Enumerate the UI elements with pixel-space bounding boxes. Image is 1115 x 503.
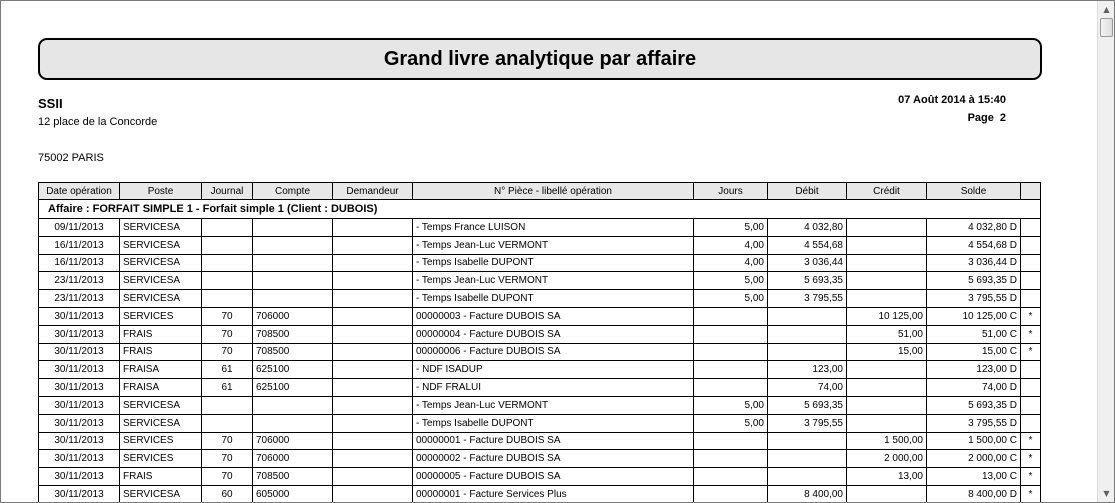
cell-compte: 708500 <box>253 468 333 486</box>
cell-compte <box>253 396 333 414</box>
cell-demandeur <box>333 450 413 468</box>
cell-jours: 4,00 <box>694 254 768 272</box>
table-row <box>39 450 1041 468</box>
col-journal-header: Journal <box>202 183 253 200</box>
cell-compte: 706000 <box>253 432 333 450</box>
cell-piece: - Temps France LUISON <box>413 219 694 237</box>
cell-poste: FRAISA <box>120 379 202 397</box>
cell-flag <box>1021 236 1041 254</box>
cell-solde: 5 693,35 D <box>927 272 1021 290</box>
table-row <box>39 219 1041 237</box>
cell-jours: 5,00 <box>694 219 768 237</box>
cell-poste: SERVICESA <box>120 219 202 237</box>
cell-demandeur <box>333 236 413 254</box>
cell-journal <box>202 272 253 290</box>
cell-credit <box>847 254 927 272</box>
cell-debit: 3 036,44 <box>768 254 847 272</box>
cell-journal <box>202 414 253 432</box>
cell-flag <box>1021 290 1041 308</box>
cell-journal <box>202 290 253 308</box>
cell-credit: 1 500,00 <box>847 432 927 450</box>
page-indicator <box>968 112 1006 124</box>
cell-journal <box>202 396 253 414</box>
cell-jours <box>694 379 768 397</box>
cell-solde: 74,00 D <box>927 379 1021 397</box>
cell-piece: 00000003 - Facture DUBOIS SA <box>413 307 694 325</box>
cell-debit: 4 032,80 <box>768 219 847 237</box>
cell-debit <box>768 325 847 343</box>
cell-credit <box>847 219 927 237</box>
table-header-row <box>39 183 1041 200</box>
cell-poste: FRAISA <box>120 361 202 379</box>
cell-demandeur <box>333 468 413 486</box>
cell-date: 30/11/2013 <box>39 379 120 397</box>
cell-compte: 625100 <box>253 361 333 379</box>
cell-poste: FRAIS <box>120 468 202 486</box>
table-row <box>39 396 1041 414</box>
cell-demandeur <box>333 290 413 308</box>
cell-demandeur <box>333 219 413 237</box>
col-date-header: Date opération <box>39 183 120 200</box>
page-label: Page <box>967 112 994 124</box>
cell-poste: SERVICESA <box>120 236 202 254</box>
cell-jours <box>694 343 768 361</box>
cell-piece: - Temps Isabelle DUPONT <box>413 290 694 308</box>
cell-demandeur <box>333 254 413 272</box>
cell-solde: 3 036,44 D <box>927 254 1021 272</box>
cell-flag <box>1021 219 1041 237</box>
cell-flag <box>1021 361 1041 379</box>
cell-piece: - Temps Isabelle DUPONT <box>413 414 694 432</box>
cell-piece: - Temps Jean-Luc VERMONT <box>413 396 694 414</box>
cell-date: 30/11/2013 <box>39 307 120 325</box>
company-address-line2: 75002 PARIS <box>38 152 104 164</box>
cell-compte: 708500 <box>253 325 333 343</box>
cell-debit: 3 795,55 <box>768 414 847 432</box>
cell-piece: - NDF FRALUI <box>413 379 694 397</box>
cell-credit: 2 000,00 <box>847 450 927 468</box>
cell-debit: 4 554,68 <box>768 236 847 254</box>
cell-flag <box>1021 254 1041 272</box>
table-row <box>39 343 1041 361</box>
cell-solde: 5 693,35 D <box>927 396 1021 414</box>
cell-debit: 123,00 <box>768 361 847 379</box>
cell-journal: 60 <box>202 485 253 503</box>
cell-journal <box>202 254 253 272</box>
cell-solde: 51,00 C <box>927 325 1021 343</box>
cell-journal: 70 <box>202 325 253 343</box>
table-row <box>39 468 1041 486</box>
table-row <box>39 379 1041 397</box>
cell-demandeur <box>333 272 413 290</box>
cell-poste: SERVICESA <box>120 485 202 503</box>
cell-demandeur <box>333 325 413 343</box>
col-jours-header: Jours <box>694 183 768 200</box>
cell-compte <box>253 290 333 308</box>
cell-date: 30/11/2013 <box>39 396 120 414</box>
cell-credit: 51,00 <box>847 325 927 343</box>
cell-debit <box>768 343 847 361</box>
table-row <box>39 307 1041 325</box>
cell-poste: SERVICESA <box>120 254 202 272</box>
col-poste-header: Poste <box>120 183 202 200</box>
cell-poste: SERVICESA <box>120 396 202 414</box>
cell-compte <box>253 254 333 272</box>
cell-date: 30/11/2013 <box>39 432 120 450</box>
cell-flag <box>1021 379 1041 397</box>
cell-jours <box>694 307 768 325</box>
cell-solde: 3 795,55 D <box>927 414 1021 432</box>
cell-poste: SERVICESA <box>120 414 202 432</box>
cell-demandeur <box>333 307 413 325</box>
table-row <box>39 290 1041 308</box>
cell-flag <box>1021 272 1041 290</box>
cell-debit <box>768 468 847 486</box>
cell-date: 23/11/2013 <box>39 272 120 290</box>
col-flag-header <box>1021 183 1041 200</box>
cell-solde: 123,00 D <box>927 361 1021 379</box>
report-page <box>1 1 1081 502</box>
cell-solde: 2 000,00 C <box>927 450 1021 468</box>
cell-credit <box>847 361 927 379</box>
cell-debit: 3 795,55 <box>768 290 847 308</box>
col-compte-header: Compte <box>253 183 333 200</box>
cell-debit <box>768 432 847 450</box>
cell-poste: SERVICES <box>120 450 202 468</box>
cell-piece: - NDF ISADUP <box>413 361 694 379</box>
vertical-scrollbar[interactable] <box>1097 1 1115 502</box>
cell-piece: - Temps Jean-Luc VERMONT <box>413 236 694 254</box>
cell-poste: SERVICESA <box>120 272 202 290</box>
cell-compte: 625100 <box>253 379 333 397</box>
cell-date: 30/11/2013 <box>39 468 120 486</box>
cell-jours <box>694 485 768 503</box>
cell-solde: 3 795,55 D <box>927 290 1021 308</box>
cell-debit: 74,00 <box>768 379 847 397</box>
cell-demandeur <box>333 414 413 432</box>
cell-demandeur <box>333 485 413 503</box>
col-credit-header: Crédit <box>847 183 927 200</box>
group-label: Affaire : FORFAIT SIMPLE 1 - Forfait simple 1 (Client : DUBOIS) <box>39 200 1041 219</box>
cell-flag <box>1021 396 1041 414</box>
cell-jours <box>694 361 768 379</box>
col-debit-header: Débit <box>768 183 847 200</box>
cell-poste: FRAIS <box>120 343 202 361</box>
cell-credit <box>847 396 927 414</box>
cell-compte <box>253 236 333 254</box>
cell-jours <box>694 450 768 468</box>
cell-credit <box>847 485 927 503</box>
table-row <box>39 272 1041 290</box>
cell-flag: * <box>1021 485 1041 503</box>
cell-jours: 5,00 <box>694 290 768 308</box>
cell-solde: 1 500,00 C <box>927 432 1021 450</box>
company-name: SSII <box>38 96 63 111</box>
cell-compte <box>253 219 333 237</box>
cell-flag: * <box>1021 307 1041 325</box>
cell-date: 16/11/2013 <box>39 236 120 254</box>
cell-piece: 00000006 - Facture DUBOIS SA <box>413 343 694 361</box>
cell-date: 30/11/2013 <box>39 343 120 361</box>
col-solde-header: Solde <box>927 183 1021 200</box>
cell-journal: 61 <box>202 361 253 379</box>
cell-journal: 61 <box>202 379 253 397</box>
table-row <box>39 236 1041 254</box>
cell-piece: 00000005 - Facture DUBOIS SA <box>413 468 694 486</box>
cell-debit <box>768 450 847 468</box>
cell-journal: 70 <box>202 450 253 468</box>
cell-flag: * <box>1021 450 1041 468</box>
cell-credit <box>847 236 927 254</box>
cell-journal <box>202 236 253 254</box>
cell-demandeur <box>333 432 413 450</box>
cell-demandeur <box>333 361 413 379</box>
cell-date: 23/11/2013 <box>39 290 120 308</box>
cell-credit <box>847 290 927 308</box>
cell-date: 30/11/2013 <box>39 414 120 432</box>
ledger-table <box>38 182 1041 503</box>
cell-piece: 00000004 - Facture DUBOIS SA <box>413 325 694 343</box>
cell-debit: 5 693,35 <box>768 396 847 414</box>
cell-credit <box>847 272 927 290</box>
cell-solde: 4 032,80 D <box>927 219 1021 237</box>
cell-solde: 15,00 C <box>927 343 1021 361</box>
cell-jours <box>694 432 768 450</box>
cell-compte: 605000 <box>253 485 333 503</box>
cell-date: 16/11/2013 <box>39 254 120 272</box>
cell-journal: 70 <box>202 468 253 486</box>
cell-demandeur <box>333 379 413 397</box>
table-row <box>39 414 1041 432</box>
cell-flag: * <box>1021 468 1041 486</box>
cell-poste: SERVICES <box>120 432 202 450</box>
cell-poste: SERVICES <box>120 307 202 325</box>
table-row <box>39 325 1041 343</box>
scroll-up-arrow-icon[interactable]: ▲ <box>1103 5 1110 14</box>
cell-compte <box>253 414 333 432</box>
cell-piece: - Temps Isabelle DUPONT <box>413 254 694 272</box>
cell-jours: 5,00 <box>694 396 768 414</box>
cell-poste: FRAIS <box>120 325 202 343</box>
cell-credit <box>847 414 927 432</box>
cell-piece: 00000001 - Facture Services Plus <box>413 485 694 503</box>
table-row <box>39 254 1041 272</box>
cell-journal: 70 <box>202 343 253 361</box>
print-date: 07 Août 2014 à 15:40 <box>898 94 1006 106</box>
cell-solde: 8 400,00 D <box>927 485 1021 503</box>
report-title: Grand livre analytique par affaire <box>38 38 1042 80</box>
cell-journal <box>202 219 253 237</box>
cell-flag: * <box>1021 325 1041 343</box>
col-demandeur-header: Demandeur <box>333 183 413 200</box>
cell-date: 09/11/2013 <box>39 219 120 237</box>
cell-jours <box>694 468 768 486</box>
cell-credit: 15,00 <box>847 343 927 361</box>
cell-solde: 4 554,68 D <box>927 236 1021 254</box>
cell-demandeur <box>333 343 413 361</box>
table-row <box>39 432 1041 450</box>
cell-date: 30/11/2013 <box>39 485 120 503</box>
cell-compte: 706000 <box>253 450 333 468</box>
cell-compte <box>253 272 333 290</box>
table-row <box>39 485 1041 503</box>
cell-compte: 708500 <box>253 343 333 361</box>
cell-jours <box>694 325 768 343</box>
page-number: 2 <box>999 112 1006 124</box>
cell-flag: * <box>1021 432 1041 450</box>
cell-flag: * <box>1021 343 1041 361</box>
group-row <box>39 200 1041 219</box>
cell-debit: 8 400,00 <box>768 485 847 503</box>
cell-credit: 13,00 <box>847 468 927 486</box>
scrollbar-thumb[interactable] <box>1100 18 1113 37</box>
table-row <box>39 361 1041 379</box>
cell-piece: - Temps Jean-Luc VERMONT <box>413 272 694 290</box>
cell-date: 30/11/2013 <box>39 325 120 343</box>
cell-compte: 706000 <box>253 307 333 325</box>
cell-flag <box>1021 414 1041 432</box>
cell-journal: 70 <box>202 432 253 450</box>
scroll-down-arrow-icon[interactable]: ▼ <box>1103 489 1110 498</box>
cell-jours: 4,00 <box>694 236 768 254</box>
cell-credit: 10 125,00 <box>847 307 927 325</box>
cell-credit <box>847 379 927 397</box>
cell-date: 30/11/2013 <box>39 450 120 468</box>
cell-jours: 5,00 <box>694 272 768 290</box>
cell-poste: SERVICESA <box>120 290 202 308</box>
cell-jours: 5,00 <box>694 414 768 432</box>
company-address-line1: 12 place de la Concorde <box>38 116 158 128</box>
cell-debit: 5 693,35 <box>768 272 847 290</box>
cell-solde: 10 125,00 C <box>927 307 1021 325</box>
cell-date: 30/11/2013 <box>39 361 120 379</box>
cell-demandeur <box>333 396 413 414</box>
cell-piece: 00000001 - Facture DUBOIS SA <box>413 432 694 450</box>
cell-journal: 70 <box>202 307 253 325</box>
cell-piece: 00000002 - Facture DUBOIS SA <box>413 450 694 468</box>
cell-debit <box>768 307 847 325</box>
cell-solde: 13,00 C <box>927 468 1021 486</box>
col-piece-header: N° Pièce - libellé opération <box>413 183 694 200</box>
